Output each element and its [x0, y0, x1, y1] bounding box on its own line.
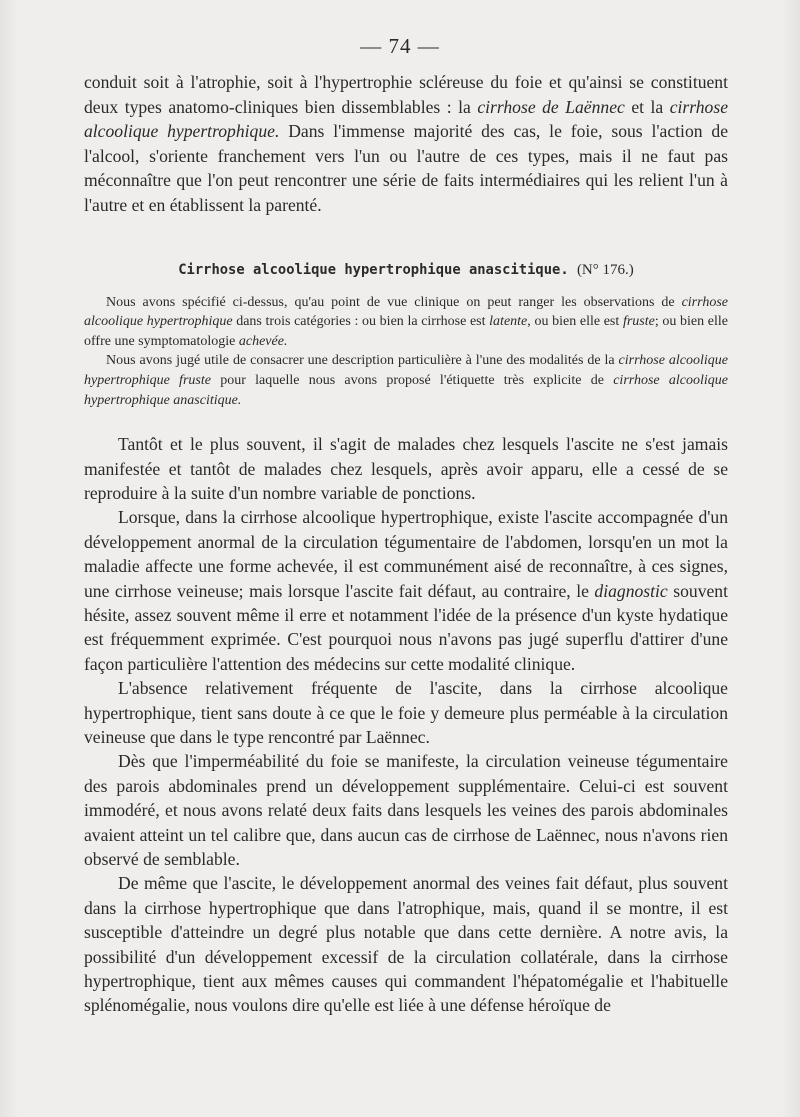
page-content [84, 70, 728, 1018]
section-title: Cirrhose alcoolique hypertrophique anascitique. [178, 261, 569, 278]
body-paragraph-3: L'absence relativement fréquente de l'ascite, dans la cirrhose alcoolique hypertrophique, tient sans doute à ce que le foie y demeure plus perméable à la circulation veineuse que dans le type rencontré par Laënnec. [84, 678, 728, 747]
body-paragraph-2: Lorsque, dans la cirrhose alcoolique hypertrophique, existe l'ascite accompagnée d'un développement anormal de la circulation tégumentaire de l'abdomen, lorsqu'en un mot la maladie affecte une forme achevée, il est communément aisé de reconnaître, à ces signes, une cirrhose veineuse; mais lorsque l'ascite fait défaut, au contraire, le diagnostic souvent hésite, assez souvent même il erre et notamment l'idée de la présence d'un kyste hydatique est fréquemment exprimée. C'est pourquoi nous n'avons pas jugé superflu d'attirer d'une façon particulière l'attention des médecins sur cette modalité clinique. [84, 507, 728, 674]
body-paragraph-5: De même que l'ascite, le développement anormal des veines fait défaut, plus souvent dans la cirrhose hypertrophique que dans l'atrophique, mais, quand il se montre, il est susceptible d'atteindre un degré plus notable que dans cette dernière. A notre avis, la possibilité d'un développement excessif de la circulation collatérale, dans la cirrhose hypertrophique, tient aux mêmes causes qui commandent l'hépatomégalie et l'habituelle splénomégalie, nous voulons dire qu'elle est liée à une défense héroïque de [84, 873, 728, 1016]
section-reference: (N° 176.) [576, 261, 634, 278]
summary-note-2: Nous avons jugé utile de consacrer une description particulière à l'une des modalités de la cirrhose alcoolique hypertrophique fruste pour laquelle nous avons proposé l'étiquette très explicite de cirrhose alcoolique hypertrophique anascitique. [84, 353, 728, 408]
summary-note-1: Nous avons spécifié ci-dessus, qu'au point de vue clinique on peut ranger les observations de cirrhose alcoolique hypertrophique dans trois catégories : ou bien la cirrhose est latente, ou bien elle est fruste; ou bien elle offre une symptomatologie achevée. [84, 294, 728, 349]
section-heading [84, 262, 728, 279]
page-number: — 74 — [360, 34, 440, 58]
body-paragraph-4: Dès que l'imperméabilité du foie se manifeste, la circulation veineuse tégumentaire des parois abdominales prend un développement supplémentaire. Celui-ci est souvent immodéré, et nous avons relaté deux faits dans lesquels les veines des parois abdominales avaient atteint un tel calibre que, dans aucun cas de cirrhose de Laënnec, nous n'avons rien observé de semblable. [84, 751, 728, 870]
intro-paragraph: conduit soit à l'atrophie, soit à l'hypertrophie scléreuse du foie et qu'ainsi se constituent deux types anatomo-cliniques bien dissemblables : la cirrhose de Laënnec et la cirrhose alcoolique hypertrophique. Dans l'immense majorité des cas, le foie, sous l'action de l'alcool, s'oriente franchement vers l'un ou l'autre de ces types, mais il ne faut pas méconnaître que l'on peut rencontrer une série de faits intermédiaires qui les relient l'un à l'autre et en établissent la parenté. [84, 72, 729, 215]
body-paragraph-1: Tantôt et le plus souvent, il s'agit de malades chez lesquels l'ascite ne s'est jamais manifestée et tantôt de malades chez lesquels, après avoir apparu, elle a cessé de se reproduire à la suite d'un nombre variable de ponctions. [84, 434, 728, 503]
